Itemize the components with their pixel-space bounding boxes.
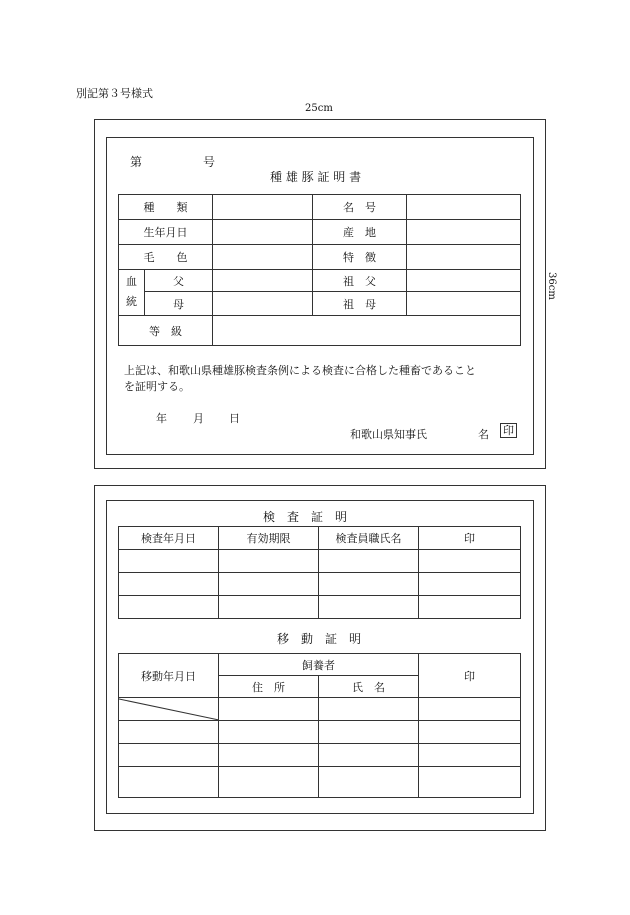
transfer-header-keeper: 飼養者 (219, 654, 419, 676)
label-bloodline (119, 270, 145, 316)
table-row (119, 721, 521, 744)
inspection-header-inspector: 検査員職氏名 (319, 527, 419, 550)
certificate-number-prefix: 第 (130, 155, 143, 169)
label-color: 毛 色 (119, 245, 213, 270)
inspection-table (118, 526, 521, 619)
value-kind (213, 195, 313, 220)
transfer-title: 移 動 証 明 (277, 632, 362, 646)
seal-text: 印 (500, 423, 517, 438)
bloodline-text: 血統 (126, 275, 137, 308)
transfer-header-address: 住 所 (219, 676, 319, 698)
value-origin (407, 220, 521, 245)
diagonal-line (119, 698, 219, 721)
date-month: 月 (193, 412, 204, 425)
statement-line-1: 上記は、和歌山県種雄豚検査条例による検査に合格した種畜であること (124, 364, 476, 377)
label-mother: 母 (145, 292, 213, 316)
value-grade (213, 316, 521, 346)
transfer-header-date: 移動年月日 (119, 654, 219, 698)
transfer-header-seal: 印 (419, 654, 521, 698)
table-row (119, 573, 521, 596)
table-row (119, 767, 521, 798)
label-grandmother: 祖 母 (313, 292, 407, 316)
certificate-table (118, 194, 521, 346)
inspection-header-seal: 印 (419, 527, 521, 550)
form-number: 別記第３号様式 (76, 87, 153, 100)
seal-box (500, 423, 517, 438)
certificate-number-suffix: 号 (203, 155, 216, 169)
issuer-name-label: 名 (478, 428, 489, 441)
label-feature: 特 徴 (313, 245, 407, 270)
value-grandfather (407, 270, 521, 292)
value-father (213, 270, 313, 292)
value-grandmother (407, 292, 521, 316)
issuer: 和歌山県知事氏 (350, 428, 427, 441)
label-birth: 生年月日 (119, 220, 213, 245)
inspection-header-date: 検査年月日 (119, 527, 219, 550)
diagonal-cell (119, 698, 219, 721)
width-label: 25cm (305, 103, 333, 114)
transfer-table (118, 653, 521, 798)
value-name (407, 195, 521, 220)
label-kind: 種 類 (119, 195, 213, 220)
value-birth (213, 220, 313, 245)
table-row (119, 596, 521, 619)
label-origin: 産 地 (313, 220, 407, 245)
value-color (213, 245, 313, 270)
date-day: 日 (229, 412, 240, 425)
statement-line-2: を証明する。 (124, 380, 190, 393)
table-row (119, 744, 521, 767)
height-label: 36cm (546, 272, 557, 300)
value-mother (213, 292, 313, 316)
date-year: 年 (156, 412, 167, 425)
value-feature (407, 245, 521, 270)
table-row (119, 698, 521, 721)
label-grade: 等 級 (119, 316, 213, 346)
certificate-title: 種 雄 豚 証 明 書 (270, 170, 362, 184)
inspection-header-expiry: 有効期限 (219, 527, 319, 550)
label-grandfather: 祖 父 (313, 270, 407, 292)
table-row (119, 550, 521, 573)
label-father: 父 (145, 270, 213, 292)
label-name: 名 号 (313, 195, 407, 220)
inspection-title: 検 査 証 明 (263, 510, 348, 524)
transfer-header-name: 氏 名 (319, 676, 419, 698)
